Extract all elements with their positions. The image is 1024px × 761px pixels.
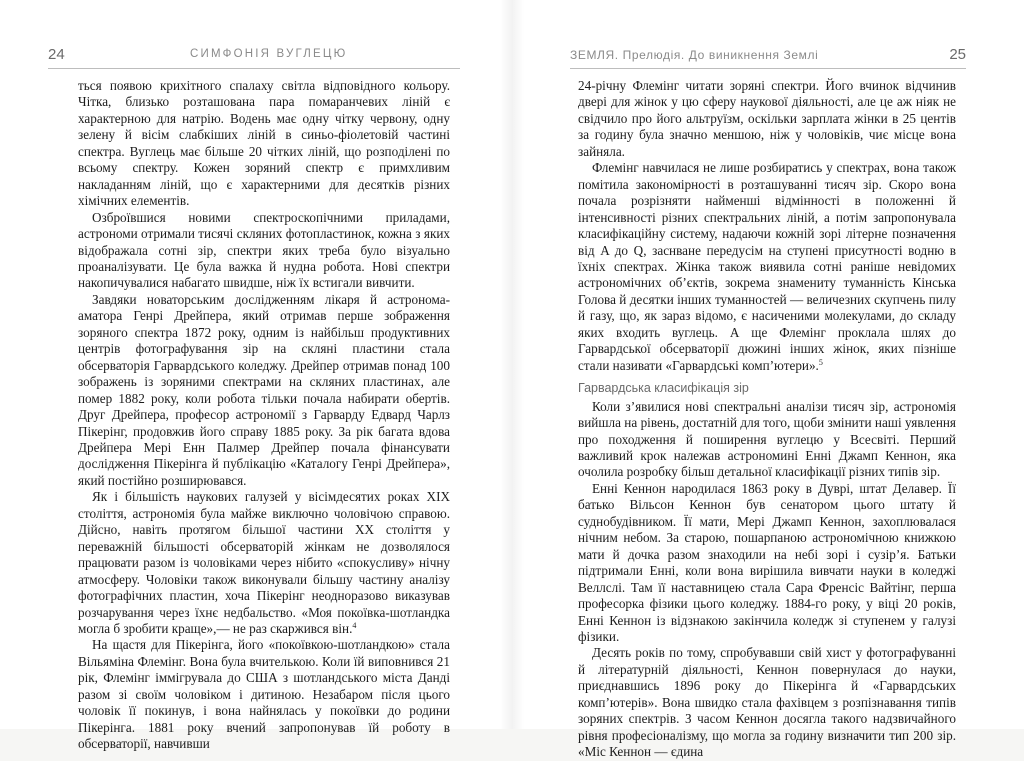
footnote-marker: 4 (352, 620, 357, 630)
paragraph-text: Енні Кеннон народилася 1863 року в Дуврі, штат Делавер. Її батько Вільсон Кеннон був сенатором цього штату й суднобудівником. Її мати, Мері Джамп Кеннон, захоплювалася нічним небом. За старою, пошарпаною астрономічною книжкою мати й дочка разом знаходили на небі зорі і сузір’я. Батьки підтримали Енні, коли вона вирішила вивчати науки в коледжі Веллслі. Там її наставницею стала Сара Френсіс Вайтінг, перша професорка фізики цього коледжу. 1884-го року, у віці 20 років, Енні Кеннон із відзнакою закінчила коледж зі ступенем у галузі фізики. (578, 480, 956, 644)
header-rule (570, 68, 966, 69)
paragraph (78, 489, 450, 637)
paragraph-text: На щастя для Пікерінга, його «покоївкою-шотландкою» стала Вільяміна Флемінг. Вона була вчителькою. Коли їй виповнився 21 рік, Флемінг іммігрувала до США з шотландського міста Данді разом зі своїм чоловіком і дитиною. Незабаром після цього чоловік її покинув, і вона найнялась у покоївки до родини Пікерінга. 1881 року вчений запропонував їй роботу в обсерваторії, навчивши (78, 637, 450, 752)
paragraph (578, 645, 956, 760)
paragraph (78, 210, 450, 292)
footnote-marker: 5 (818, 357, 823, 367)
left-page (0, 0, 512, 752)
right-body-text (578, 78, 956, 761)
paragraph-text: 24-річну Флемінг читати зоряні спектри. Його вчинок відчинив двері для жінок у цю сферу наукової діяльності, але це аж ніяк не свідчило про його альтруїзм, оскільки зарплата жінки в 25 центів за годину була значно меншою, ніж у чоловіків, чиє місце вона зайняла. (578, 78, 956, 159)
paragraph (78, 78, 450, 210)
paragraph (578, 399, 956, 481)
paragraph-text: Десять років по тому, спробувавши свій хист у фотографуванні й літературній діяльності, Кеннон повернулася до науки, приєднавшись 1896 року до Пікерінга й «Гарвардських комп’ютерів». Вона швидко стала фахівцем з розпізнавання типів зоряних спектрів. З часом Кеннон досягла такого надзвичайного рівня професіоналізму, що могла за годину визначити тип 200 зір. «Міс Кеннон — єдина (578, 645, 956, 760)
running-head: СИМФОНІЯ ВУГЛЕЦЮ (190, 48, 348, 60)
header-rule (48, 68, 460, 69)
section-heading: Гарвардська класифікація зір (578, 381, 749, 396)
text-block (578, 399, 956, 761)
page-number: 24 (48, 46, 65, 63)
paragraph (578, 78, 956, 160)
right-page-header (570, 46, 966, 66)
right-page (512, 0, 1024, 760)
paragraph-text: Коли з’явилися нові спектральні аналізи тисяч зір, астрономія вийшла на рівень, достатній для того, щоби змінити наші уявлення про походження й поширення вуглецю у Всесвіті. Перший важливий крок належав астрономині Енні Джамп Кеннон, яка очолила розробку більш детальної класифікації різних типів зір. (578, 398, 956, 480)
paragraph (578, 160, 956, 374)
text-block (578, 78, 956, 374)
paragraph-text: Озброївшися новими спектроскопічними приладами, астрономи отримали тисячі скляних фотопластинок, кожна з яких відображала сотні зір, спектри яких треба було візуально проаналізувати. Це була важка й нудна робота. Нові спектри накопичувалися набагато швидше, ніж їх встигали вивчити. (78, 209, 450, 291)
book-gutter (500, 0, 524, 729)
paragraph-text: Флемінг навчилася не лише розбиратись у спектрах, вона також помітила закономірності в розташуванні тисяч зір. Скоро вона почала розрізняти найменші відмінності в положенні й інтенсивності різних спектральних ліній, а потім запропонувала класифікаційну систему, надаючи кожній зорі літерне позначення від A до Q, заснване передусім на ступені присутності водню в їхніх спектрах. Жінка також виявила сотні раніше невідомих астрономічних об’єктів, зокрема знамениту туманність Кінська Голова й десятки інших туманностей — величезних скупчень пилу й газу, що, як зараз відомо, є насиченими молекулами, до складу яких входить вуглець. А ще Флемінг проклала шлях до Гарвардської обсерваторії дюжині інших жінок, яких пізніше стали називати «Гарвардські комп’ютери». (578, 160, 956, 373)
paragraph-text: Як і більшість наукових галузей у вісімдесятих роках XIX століття, астрономія була майже виключно чоловічою справою. Дійсно, навіть протягом більшої частини XX століття у переважній більшості обсерваторій жінкам не дозволялося працювати разом із чоловіками через нібито «спокусливу» нічну атмосферу. Чоловіки також виконували більшу частину аналізу фотографічних пластин, хоча Пікерінг неодноразово виказував розчарування через їхнє недбальство. «Моя покоївка-шотландка могла б зробити краще»,— не раз скаржився він. (78, 489, 450, 636)
paragraph (78, 292, 450, 489)
left-page-header (48, 46, 460, 66)
paragraph-text: ться появою крихітного спалаху світла відповідного кольору. Чітка, близько розташована пара помаранчевих ліній є характерною для натрію. Водень має одну чітку червону, одну зелену й вісім слабкіших ліній в синьо-фіолетовій частині спектра. Вуглець має більше 20 чітких ліній, що розподілені по всьому спектру. Кожен зоряний спектр є примхливим накладанням ліній, що є характерними для десятків різних хімічних елементів. (78, 78, 450, 209)
paragraph (578, 481, 956, 646)
paragraph-text: Завдяки новаторським дослідженням лікаря й астронома-аматора Генрі Дрейпера, який отримав перше зображення зоряного спектра 1872 року, одним із найбільш продуктивних центрів фотографування зір на скляні пластини стала обсерваторія Гарвардського коледжу. Дрейпер отримав понад 100 зображень із зоряними спектрами на скляних пластинах, але помер 1882 року, коли робота тільки почала набирати обертів. Друг Дрейпера, професор астрономії з Гарварду Едвард Чарлз Пікерінг, продовжив його справу 1885 року. За рік багата вдова Дрейпера Мері Енн Палмер Дрейпер почала фінансувати дослідження Пікерінга й публікацію «Каталогу Генрі Дрейпера», який постійно розширювався. (78, 291, 450, 488)
page-number: 25 (949, 46, 966, 63)
left-body-text (78, 78, 450, 753)
paragraph (78, 637, 450, 752)
running-head: ЗЕМЛЯ. Прелюдія. До виникнення Землі (570, 48, 819, 62)
